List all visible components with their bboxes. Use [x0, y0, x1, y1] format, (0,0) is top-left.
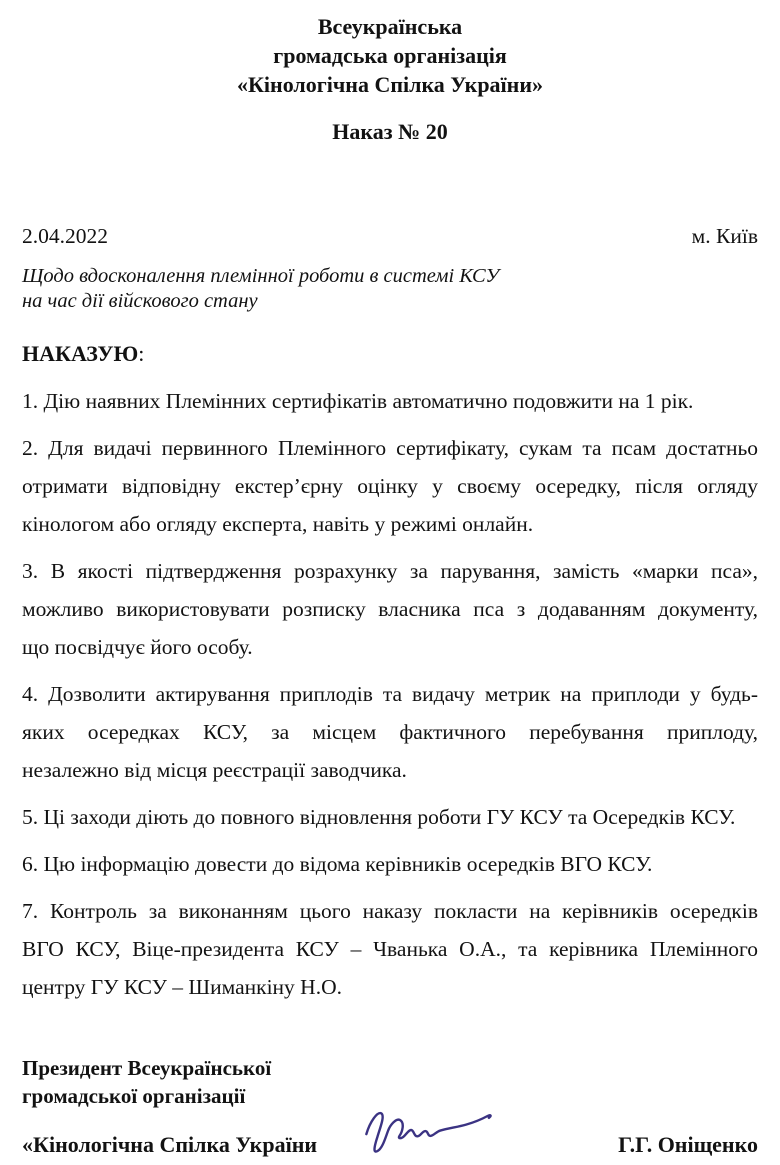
order-item-line: 6. Цю інформацію довести до відома керівників осередків ВГО КСУ. [22, 852, 653, 876]
order-item-line: 1. Дію наявних Племінних сертифікатів автоматично подовжити на 1 рік. [22, 389, 694, 413]
decree-heading [22, 339, 758, 369]
order-item-2 [22, 429, 758, 543]
order-item-3 [22, 552, 758, 666]
order-item-1 [22, 382, 758, 420]
signer-name: Г.Г. Оніщенко [618, 1132, 758, 1157]
president-title [22, 1054, 758, 1110]
organization-name-line: громадська організація [273, 43, 507, 68]
order-item-line: 3. В якості підтвердження розрахунку за парування, замість «марки пса», [22, 559, 758, 583]
order-item-line: 7. Контроль за виконанням цього наказу покласти на керівників осередків [22, 899, 758, 923]
order-body [22, 382, 758, 1006]
order-item-4 [22, 675, 758, 789]
order-item-line: 5. Ці заходи діють до повного відновлення роботи ГУ КСУ та Осередків КСУ. [22, 805, 736, 829]
signature-row [22, 1130, 758, 1160]
order-item-line: незалежно від місця реєстрації заводчика. [22, 758, 407, 782]
signature-stroke [366, 1109, 492, 1152]
organization-name [22, 12, 758, 99]
signature-block [22, 1054, 758, 1160]
order-subject-line: на час дії війскового стану [22, 290, 258, 312]
order-city: м. Київ [691, 224, 758, 248]
order-item-6 [22, 845, 758, 883]
order-subject [22, 264, 758, 314]
organization-name-line: Всеукраїнська [317, 14, 463, 39]
decree-word: НАКАЗУЮ [22, 341, 139, 366]
order-subject-line: Щодо вдосконалення племінної роботи в системі КСУ [22, 265, 500, 287]
order-item-line: можливо використовувати розписку власника пса з додаванням документу, [22, 597, 758, 621]
president-title-line: громадської організації [22, 1084, 246, 1108]
order-item-5 [22, 798, 758, 836]
order-item-line: 2. Для видачі первинного Племінного сертифікату, сукам та псам достатньо [22, 436, 758, 460]
order-date: 2.04.2022 [22, 224, 108, 248]
organization-name-line: «Кінологічна Спілка України» [236, 72, 544, 97]
decree-colon: : [138, 341, 145, 366]
order-item-line: отримати відповідну екстер’єрну оцінку у своєму осередку, після огляду [22, 474, 758, 498]
order-item-line: яких осередках КСУ, за місцем фактичного перебування приплоду, [22, 720, 758, 744]
order-item-line: що посвідчує його особу. [22, 635, 253, 659]
order-item-line: 4. Дозволити актирування приплодів та видачу метрик на приплоди у будь- [22, 682, 758, 706]
order-item-line: центру ГУ КСУ – Шиманкіну Н.О. [22, 975, 342, 999]
order-item-7 [22, 892, 758, 1006]
organization-name-bottom: «Кінологічна Спілка України [22, 1132, 318, 1157]
order-item-line: кінологом або огляду експерта, навіть у режимі онлайн. [22, 512, 534, 536]
president-title-line: Президент Всеукраїнської [22, 1056, 272, 1080]
order-item-line: ВГО КСУ, Віце-президента КСУ – Чванька О.А., та керівника Племінного [22, 937, 758, 961]
meta-row [22, 223, 758, 249]
order-number-title: Наказ № 20 [332, 119, 448, 144]
